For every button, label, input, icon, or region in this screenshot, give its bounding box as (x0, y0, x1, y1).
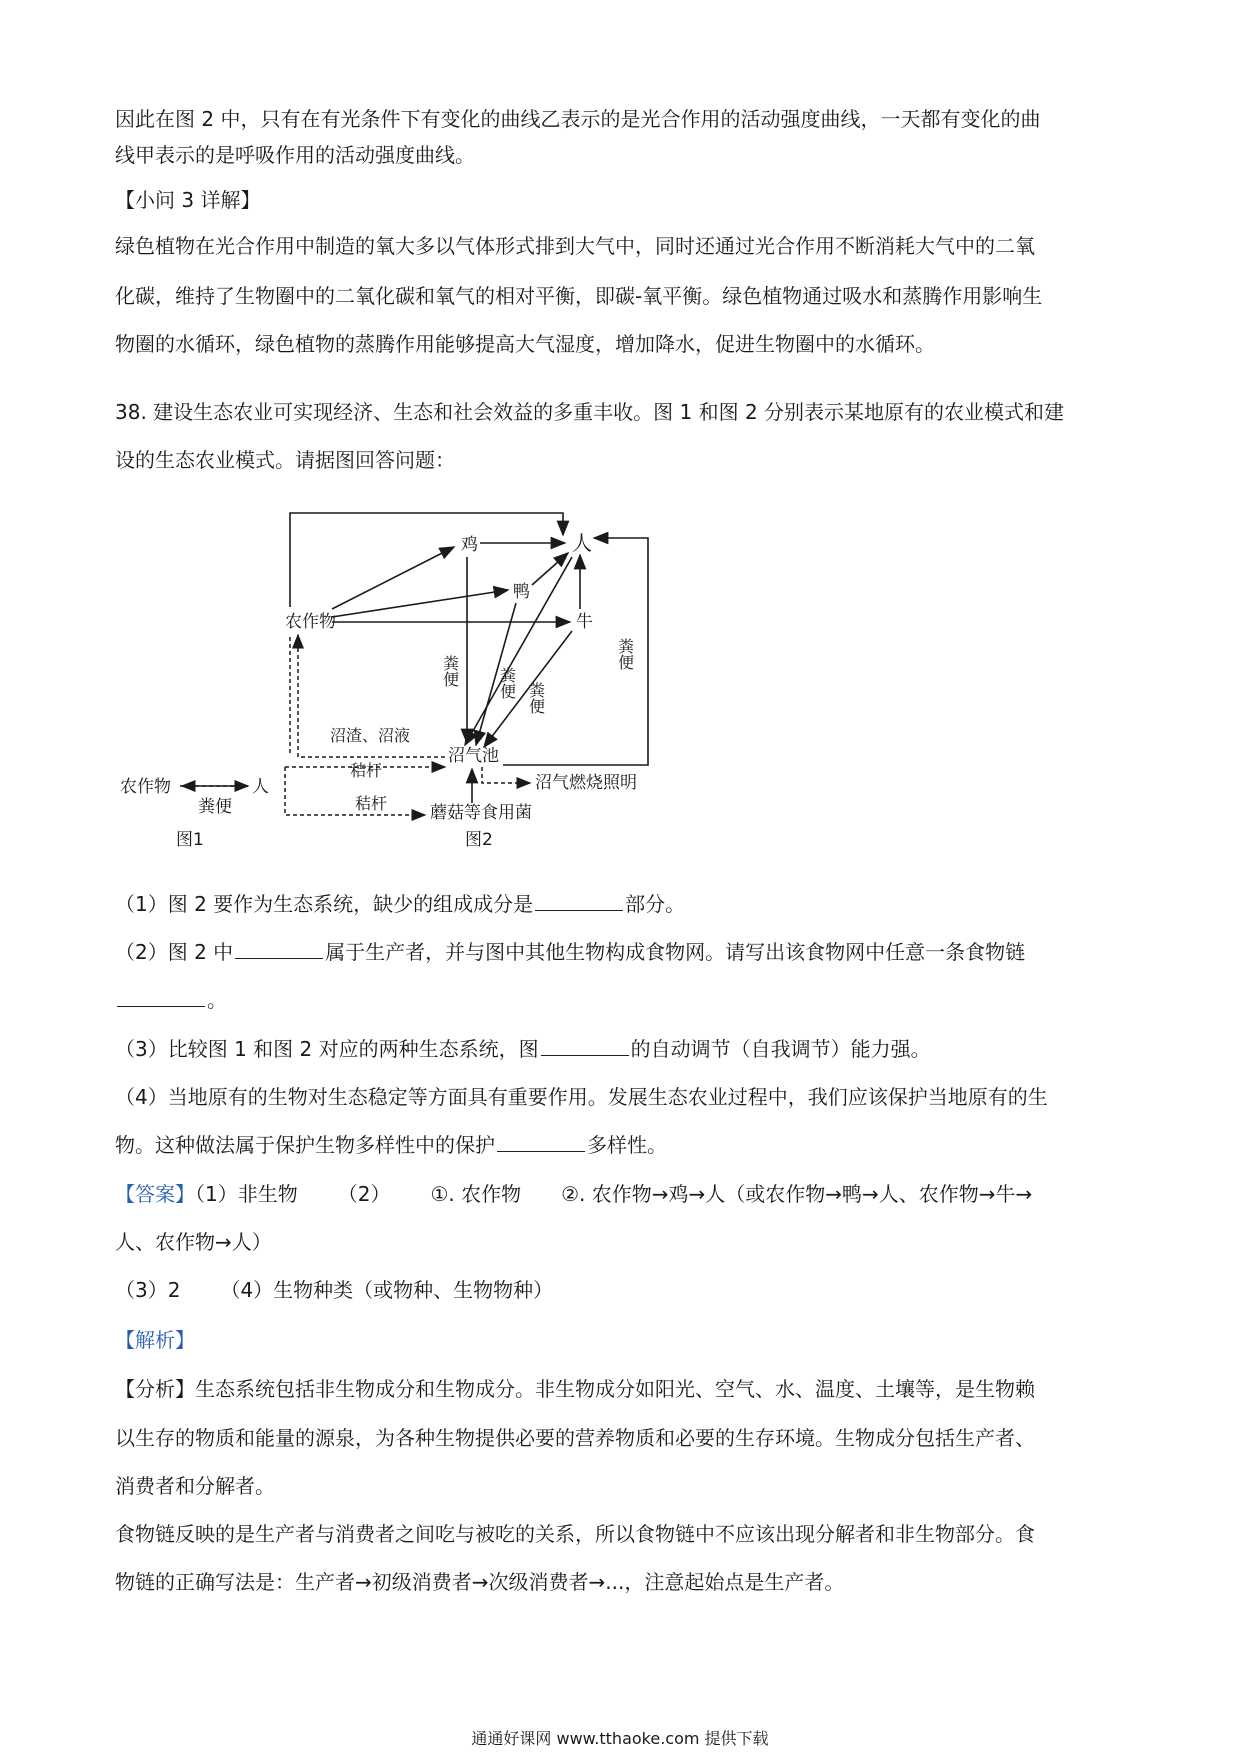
fig2-manure2: 粪便 (497, 667, 517, 699)
fig2-biogas: 沼气池 (448, 746, 499, 766)
fig2-manure3: 粪便 (526, 682, 546, 714)
answer-blank[interactable] (535, 892, 623, 911)
answer-2-2: ②. 农作物→鸡→人（或农作物→鸭→人、农作物→牛→ (561, 1182, 1033, 1206)
analysis-text: 食物链反映的是生产者与消费者之间吃与被吃的关系，所以食物链中不应该出现分解者和非生物部分。食 (115, 1522, 1035, 1546)
text-line: 化碳，维持了生物圈中的二氧化碳和氧气的相对平衡，即碳-氧平衡。绿色植物通过吸水和蒸腾作用影响生 (115, 284, 1043, 308)
answer-3: （3）2 (115, 1278, 181, 1302)
answer-line-2: 人、农作物→人） (115, 1230, 272, 1254)
analysis-text: 物链的正确写法是：生产者→初级消费者→次级消费者→...，注意起始点是生产者。 (115, 1570, 845, 1594)
answer-2-1: ①. 农作物 (430, 1182, 522, 1206)
question-3-suffix: 的自动调节（自我调节）能力强。 (630, 1037, 931, 1061)
question-4-suffix: 多样性。 (587, 1133, 667, 1157)
answer-blank[interactable] (117, 988, 205, 1007)
fig2-crops: 农作物 (285, 612, 336, 632)
question-3 (115, 1035, 931, 1063)
analysis-text: 消费者和分解者。 (115, 1474, 275, 1498)
analysis-label: 【解析】 (115, 1328, 195, 1352)
fig2-cow: 牛 (576, 612, 593, 632)
fig2-chicken: 鸡 (461, 535, 478, 555)
question-stem: 38. 建设生态农业可实现经济、生态和社会效益的多重丰收。图 1 和图 2 分别表示某地原有的农业模式和建 (115, 400, 1065, 424)
fig1-caption: 图1 (176, 830, 204, 850)
section-heading: 【小问 3 详解】 (115, 188, 261, 212)
answer-line-3 (115, 1276, 553, 1304)
answer-blank[interactable] (541, 1037, 629, 1056)
fig2-arrow-crops-to-duck (332, 590, 508, 617)
answer-blank[interactable] (235, 940, 323, 959)
question-2-continued (115, 986, 227, 1014)
fig1-crops: 农作物 (120, 777, 171, 797)
fig2-caption: 图2 (465, 830, 493, 850)
fig1-human: 人 (252, 777, 269, 797)
answer-label: 【答案】 (115, 1182, 195, 1206)
question-4-text: 物。这种做法属于保护生物多样性中的保护 (115, 1133, 495, 1157)
question-4: （4）当地原有的生物对生态稳定等方面具有重要作用。发展生态农业过程中，我们应该保护当地原有的生 (115, 1085, 1048, 1109)
fig2-residue: 沼渣、沼液 (330, 726, 411, 745)
question-2 (115, 938, 1025, 966)
question-stem: 设的生态农业模式。请据图回答问题： (115, 448, 455, 472)
ecosystem-figure (110, 505, 690, 865)
text-line: 线甲表示的是呼吸作用的活动强度曲线。 (115, 143, 475, 167)
fig2-human: 人 (572, 531, 592, 555)
question-2-text: （2）图 2 中 (115, 940, 234, 964)
answer-4: （4）生物种类（或物种、生物物种） (220, 1278, 554, 1302)
question-1-text: （1）图 2 要作为生态系统，缺少的组成成分是 (115, 892, 534, 916)
fig2-straw2: 秸杆 (355, 794, 388, 813)
fig2-burn: 沼气燃烧照明 (535, 773, 637, 793)
answer-1: （1）非生物 (195, 1182, 298, 1206)
fig2-duck: 鸭 (513, 582, 530, 602)
fig1-manure: 粪便 (198, 797, 232, 817)
page-footer: 通通好课网 www.tthaoke.com 提供下载 (471, 1729, 769, 1748)
analysis-text: 【分析】生态系统包括非生物成分和生物成分。非生物成分如阳光、空气、水、温度、土壤等，是生物赖 (115, 1377, 1035, 1401)
question-3-text: （3）比较图 1 和图 2 对应的两种生态系统，图 (115, 1037, 539, 1061)
fig2-arrow-biogas-to-burn (482, 767, 530, 783)
fig2-arrow-crops-to-chicken (332, 547, 454, 609)
answer-line (115, 1180, 1032, 1208)
question-2-end: 。 (207, 988, 227, 1012)
text-line: 绿色植物在光合作用中制造的氧大多以气体形式排到大气中，同时还通过光合作用不断消耗大气中的二氧 (115, 234, 1035, 258)
question-1 (115, 890, 685, 918)
question-4-continued (115, 1131, 667, 1159)
text-line: 物圈的水循环，绿色植物的蒸腾作用能够提高大气湿度，增加降水，促进生物圈中的水循环。 (115, 332, 935, 356)
fig2-manure4: 粪便 (615, 638, 635, 670)
analysis-text: 以生存的物质和能量的源泉，为各种生物提供必要的营养物质和必要的生存环境。生物成分包括生产者、 (115, 1426, 1035, 1450)
question-1-suffix: 部分。 (625, 892, 686, 916)
text-line: 因此在图 2 中，只有在有光条件下有变化的曲线乙表示的是光合作用的活动强度曲线，一天都有变化的曲 (115, 107, 1041, 131)
fig2-manure1: 粪便 (440, 655, 460, 687)
question-2-rest: 属于生产者，并与图中其他生物构成食物网。请写出该食物网中任意一条食物链 (325, 940, 1026, 964)
answer-2: （2） (337, 1182, 391, 1206)
fig2-mushroom: 蘑菇等食用菌 (430, 803, 532, 823)
answer-blank[interactable] (497, 1133, 585, 1152)
fig2-straw1: 秸杆 (350, 761, 383, 780)
fig2-arrow-duck-to-human (532, 553, 568, 585)
